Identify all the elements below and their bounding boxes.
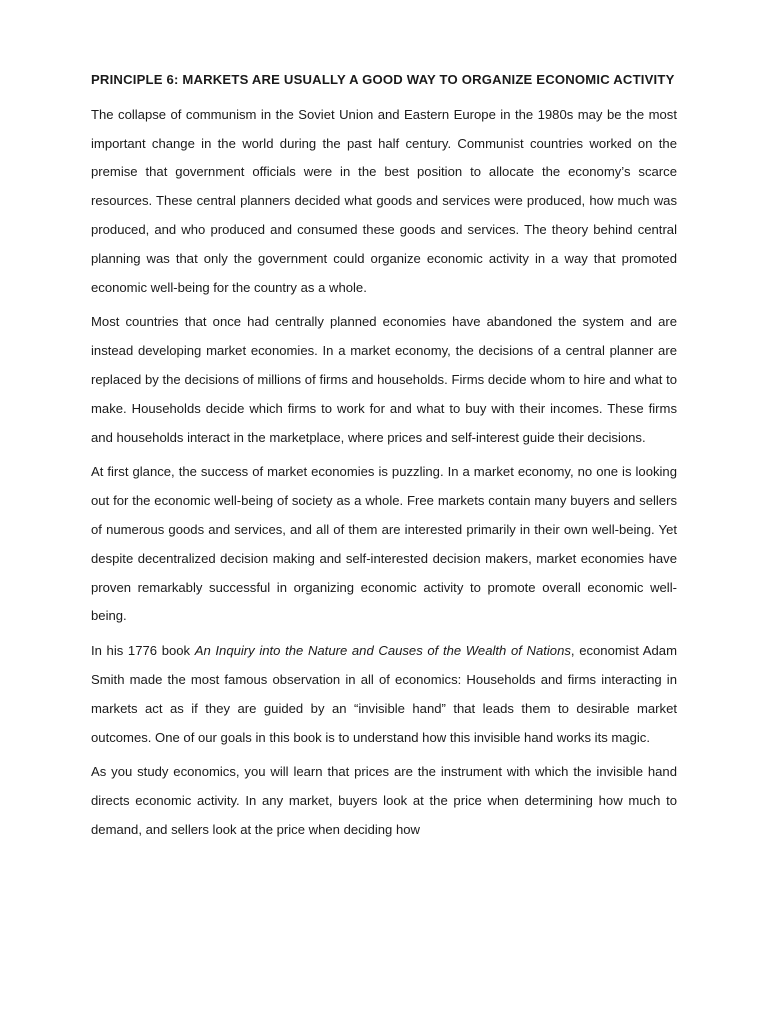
- smith-text-before: In his 1776 book: [91, 643, 195, 659]
- paragraph-communism: The collapse of communism in the Soviet Union and Eastern Europe in the 1980s may be the most important change in the world during the past half century. Communist countries worked on the premise that government officials were in the best position to allocate the economy’s scarce resources. These central planners decided what goods and services were produced, how much was produced, and who produced and consumed these goods and services. The theory behind central planning was that only the government could organize economic activity in a way that promoted economic well-being for the country as a whole.: [91, 106, 677, 295]
- paragraph-adam-smith: [91, 637, 677, 752]
- paragraph-first-glance: At first glance, the success of market economies is puzzling. In a market economy, no one is looking out for the economic well-being of society as a whole. Free markets contain many buyers and sellers of numerous goods and services, and all of them are interested primarily in their own well-being. Yet despite decentralized decision making and self-interested decision makers, market economies have proven remarkably successful in organizing economic activity to promote overall economic well-being.: [91, 464, 677, 624]
- section-heading: PRINCIPLE 6: MARKETS ARE USUALLY A GOOD WAY TO ORGANIZE ECONOMIC ACTIVITY: [91, 72, 675, 87]
- smith-text-after: , economist Adam Smith made the most famous observation in all of economics: Households and firms interacting in markets act as if they are guided by an “invisible hand” that leads them to desirable market outcomes. One of our goals in this book is to understand how this invisible hand works its magic.: [91, 643, 677, 745]
- paragraph-market-economies: Most countries that once had centrally planned economies have abandoned the system and are instead developing market economies. In a market economy, the decisions of a central planner are replaced by the decisions of millions of firms and households. Firms decide whom to hire and what to make. Households decide which firms to work for and what to buy with their incomes. These firms and households interact in the marketplace, where prices and self-interest guide their decisions.: [91, 314, 677, 445]
- document-page: [91, 66, 677, 851]
- paragraph-prices: As you study economics, you will learn that prices are the instrument with which the invisible hand directs economic activity. In any market, buyers look at the price when determining how much to demand, and sellers look at the price when deciding how: [91, 764, 677, 837]
- book-title: An Inquiry into the Nature and Causes of the Wealth of Nations: [194, 643, 571, 659]
